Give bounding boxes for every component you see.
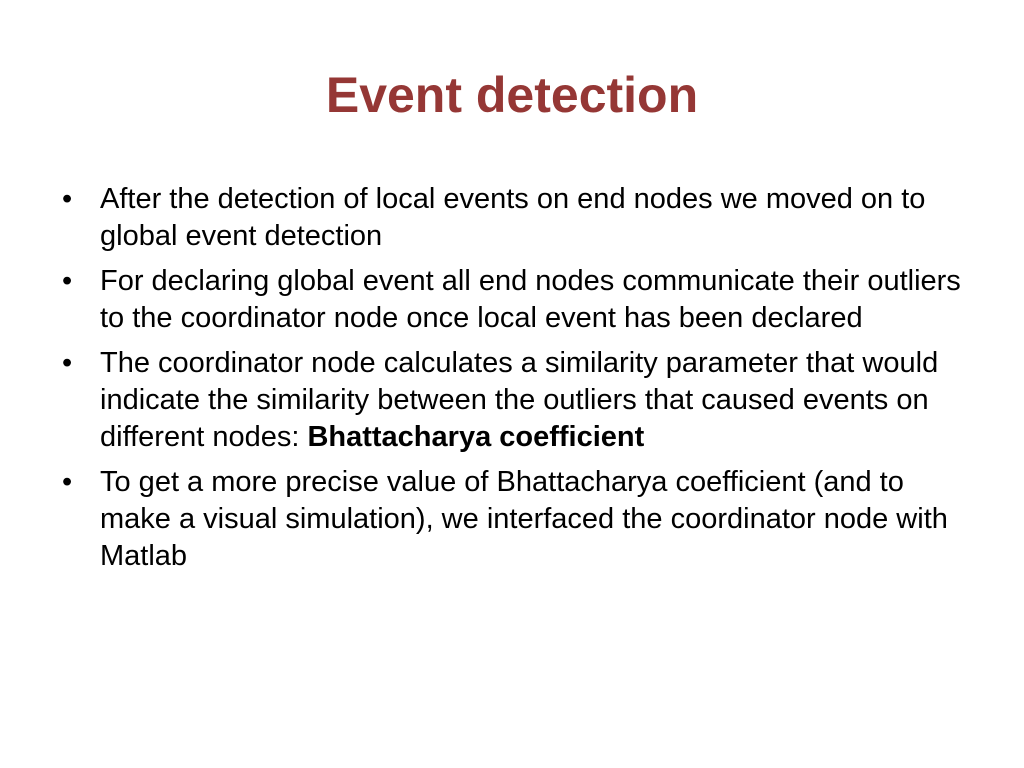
bullet-icon: •	[62, 466, 73, 498]
bullet-text-bold: Bhattacharya coefficient	[307, 421, 645, 453]
bullet-icon: •	[62, 183, 73, 215]
bullet-list	[62, 181, 962, 583]
bullet-icon: •	[62, 347, 73, 379]
bullet-text: To get a more precise value of Bhattacharya coefficient (and to make a visual simulation), we interfaced the coordinator node with Matlab	[100, 466, 948, 572]
bullet-text-plain: The coordinator node calculates a similarity parameter that would indicate the similarity between the outliers that caused events on different nodes:	[100, 347, 939, 453]
bullet-item	[62, 464, 962, 575]
bullet-icon: •	[62, 265, 73, 297]
bullet-text	[100, 347, 938, 453]
bullet-text: After the detection of local events on end nodes we moved on to global event detection	[100, 183, 926, 252]
bullet-item	[62, 181, 962, 255]
bullet-text: For declaring global event all end nodes communicate their outliers to the coordinator node once local event has been declared	[100, 265, 961, 334]
bullet-item	[62, 345, 962, 456]
slide-title: Event detection	[325, 67, 699, 123]
bullet-item	[62, 263, 962, 337]
